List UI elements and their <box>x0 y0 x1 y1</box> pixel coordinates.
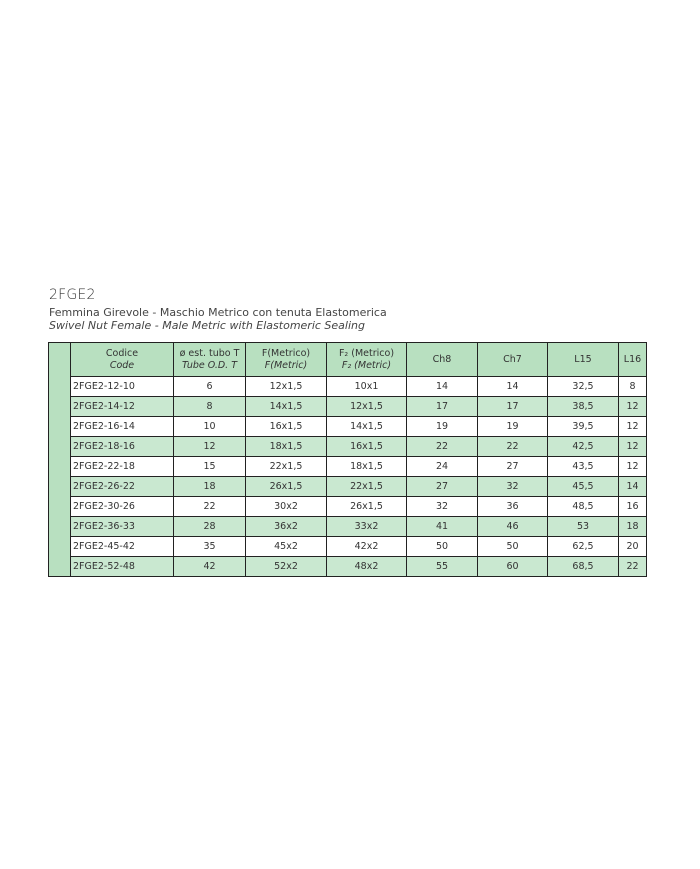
header-ch8: Ch8 <box>407 343 478 377</box>
cell-f-metric: 45x2 <box>246 537 327 557</box>
cell-f2-metric: 14x1,5 <box>327 417 407 437</box>
cell-ch7: 50 <box>478 537 548 557</box>
cell-f-metric: 22x1,5 <box>246 457 327 477</box>
table-row <box>71 477 647 497</box>
cell-f-metric: 12x1,5 <box>246 377 327 397</box>
cell-ch7: 60 <box>478 557 548 577</box>
cell-ch7: 46 <box>478 517 548 537</box>
cell-l15: 48,5 <box>548 497 619 517</box>
cell-tube-od: 35 <box>174 537 246 557</box>
table-row <box>71 417 647 437</box>
cell-l16: 12 <box>619 397 647 417</box>
header-l15: L15 <box>548 343 619 377</box>
header-f2-metric: F₂ (Metrico) F₂ (Metric) <box>327 343 407 377</box>
cell-ch8: 41 <box>407 517 478 537</box>
header-ch7: Ch7 <box>478 343 548 377</box>
cell-tube-od: 18 <box>174 477 246 497</box>
cell-code: 2FGE2-45-42 <box>71 537 174 557</box>
table-row <box>71 537 647 557</box>
cell-l16: 22 <box>619 557 647 577</box>
cell-f2-metric: 10x1 <box>327 377 407 397</box>
cell-l15: 68,5 <box>548 557 619 577</box>
cell-f2-metric: 12x1,5 <box>327 397 407 417</box>
cell-l15: 43,5 <box>548 457 619 477</box>
cell-l15: 53 <box>548 517 619 537</box>
cell-f-metric: 16x1,5 <box>246 417 327 437</box>
table-header-row <box>71 343 647 377</box>
cell-code: 2FGE2-18-16 <box>71 437 174 457</box>
spec-table-wrapper <box>48 342 647 577</box>
table-row <box>71 557 647 577</box>
cell-f-metric: 26x1,5 <box>246 477 327 497</box>
cell-ch8: 17 <box>407 397 478 417</box>
cell-f2-metric: 26x1,5 <box>327 497 407 517</box>
cell-tube-od: 10 <box>174 417 246 437</box>
cell-ch7: 36 <box>478 497 548 517</box>
cell-ch8: 27 <box>407 477 478 497</box>
cell-f-metric: 18x1,5 <box>246 437 327 457</box>
cell-f-metric: 36x2 <box>246 517 327 537</box>
cell-l15: 39,5 <box>548 417 619 437</box>
header-f-metric: F(Metrico) F(Metric) <box>246 343 327 377</box>
cell-l16: 12 <box>619 417 647 437</box>
cell-f2-metric: 48x2 <box>327 557 407 577</box>
cell-ch7: 14 <box>478 377 548 397</box>
cell-l16: 14 <box>619 477 647 497</box>
cell-l16: 12 <box>619 437 647 457</box>
cell-ch7: 22 <box>478 437 548 457</box>
cell-l16: 20 <box>619 537 647 557</box>
table-row <box>71 517 647 537</box>
subtitle-english: Swivel Nut Female - Male Metric with Elastomeric Sealing <box>49 319 365 332</box>
cell-f-metric: 52x2 <box>246 557 327 577</box>
cell-ch7: 27 <box>478 457 548 477</box>
cell-f2-metric: 16x1,5 <box>327 437 407 457</box>
cell-ch7: 17 <box>478 397 548 417</box>
cell-tube-od: 8 <box>174 397 246 417</box>
cell-ch8: 19 <box>407 417 478 437</box>
cell-ch8: 24 <box>407 457 478 477</box>
cell-l15: 42,5 <box>548 437 619 457</box>
cell-l15: 32,5 <box>548 377 619 397</box>
header-code: Codice Code <box>71 343 174 377</box>
header-l16: L16 <box>619 343 647 377</box>
cell-code: 2FGE2-52-48 <box>71 557 174 577</box>
cell-f2-metric: 33x2 <box>327 517 407 537</box>
cell-code: 2FGE2-36-33 <box>71 517 174 537</box>
product-code-title: 2FGE2 <box>49 287 96 303</box>
table-row <box>71 437 647 457</box>
cell-l16: 12 <box>619 457 647 477</box>
cell-f2-metric: 42x2 <box>327 537 407 557</box>
cell-ch8: 14 <box>407 377 478 397</box>
cell-l15: 45,5 <box>548 477 619 497</box>
cell-code: 2FGE2-16-14 <box>71 417 174 437</box>
cell-code: 2FGE2-22-18 <box>71 457 174 477</box>
table-row <box>71 457 647 477</box>
cell-ch8: 50 <box>407 537 478 557</box>
cell-tube-od: 22 <box>174 497 246 517</box>
cell-f-metric: 30x2 <box>246 497 327 517</box>
cell-f2-metric: 22x1,5 <box>327 477 407 497</box>
cell-ch8: 55 <box>407 557 478 577</box>
cell-f2-metric: 18x1,5 <box>327 457 407 477</box>
cell-tube-od: 12 <box>174 437 246 457</box>
table-side-strip <box>48 342 70 577</box>
cell-l15: 62,5 <box>548 537 619 557</box>
cell-tube-od: 15 <box>174 457 246 477</box>
spec-table <box>70 342 647 577</box>
table-row <box>71 377 647 397</box>
cell-code: 2FGE2-26-22 <box>71 477 174 497</box>
cell-l16: 16 <box>619 497 647 517</box>
cell-f-metric: 14x1,5 <box>246 397 327 417</box>
cell-tube-od: 42 <box>174 557 246 577</box>
table-row <box>71 397 647 417</box>
cell-ch7: 32 <box>478 477 548 497</box>
cell-l15: 38,5 <box>548 397 619 417</box>
cell-ch8: 32 <box>407 497 478 517</box>
cell-l16: 8 <box>619 377 647 397</box>
cell-ch8: 22 <box>407 437 478 457</box>
cell-l16: 18 <box>619 517 647 537</box>
table-row <box>71 497 647 517</box>
cell-tube-od: 6 <box>174 377 246 397</box>
subtitle-italian: Femmina Girevole - Maschio Metrico con tenuta Elastomerica <box>49 306 387 319</box>
cell-code: 2FGE2-12-10 <box>71 377 174 397</box>
cell-code: 2FGE2-30-26 <box>71 497 174 517</box>
heading-block <box>49 287 387 332</box>
header-tube-od: ø est. tubo T Tube O.D. T <box>174 343 246 377</box>
cell-ch7: 19 <box>478 417 548 437</box>
cell-code: 2FGE2-14-12 <box>71 397 174 417</box>
cell-tube-od: 28 <box>174 517 246 537</box>
